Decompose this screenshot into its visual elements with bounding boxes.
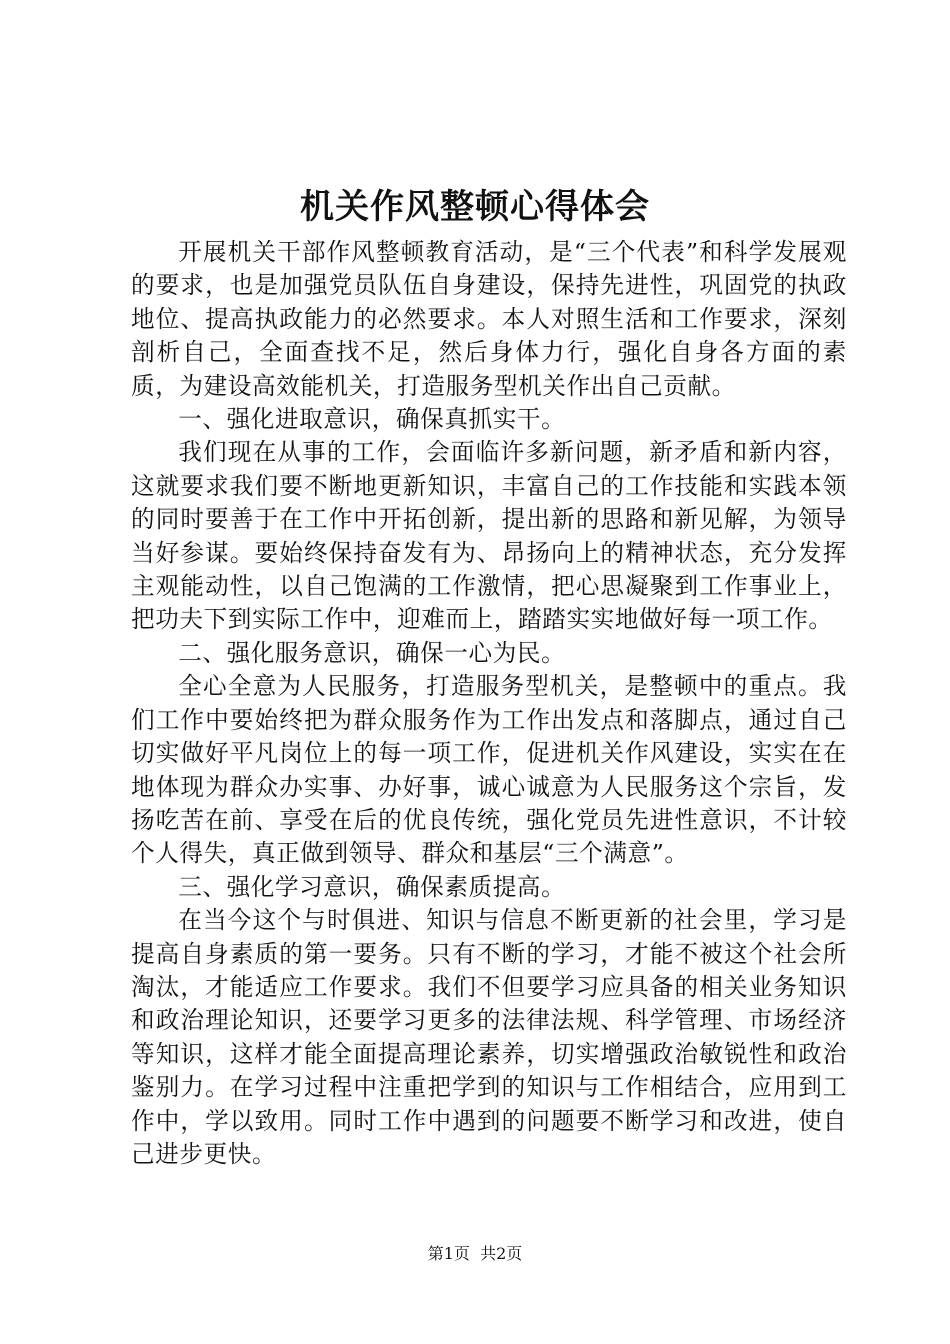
document-body [131, 236, 847, 1171]
section-heading-3: 三、强化学习意识，确保素质提高。 [178, 872, 566, 901]
paragraph-section-3: 在当今这个与时俱进、知识与信息不断更新的社会里，学习是提高自身素质的第一要务。只有不断的学习，才能不被这个社会所淘汰，才能适应工作要求。我们不但要学习应具备的相关业务知识和政治理论知识，还要学习更多的法律法规、科学管理、市场经济等知识，这样才能全面提高理论素养，切实增强政治敏锐性和政治鉴别力。在学习过程中注重把学到的知识与工作相结合，应用到工作中，学以致用。同时工作中遇到的问题要不断学习和改进，使自己进步更快。 [131, 906, 847, 1168]
document-title: 机关作风整顿心得体会 [300, 187, 650, 227]
section-heading-1: 一、强化进取意识，确保真抓实干。 [178, 405, 566, 434]
paragraph-intro: 开展机关干部作风整顿教育活动，是“三个代表”和科学发展观的要求，也是加强党员队伍自身建设，保持先进性，巩固党的执政地位、提高执政能力的必然要求。本人对照生活和工作要求，深刻剖析自己，全面查找不足，然后身体力行，强化自身各方面的素质，为建设高效能机关，打造服务型机关作出自己贡献。 [131, 238, 847, 400]
page-footer [0, 1242, 950, 1266]
section-heading-2: 二、强化服务意识，确保一心为民。 [178, 638, 566, 667]
page-number-label: 第1页 共2页 [427, 1244, 523, 1263]
paragraph-section-2: 全心全意为人民服务，打造服务型机关，是整顿中的重点。我们工作中要始终把为群众服务作为工作出发点和落脚点，通过自己切实做好平凡岗位上的每一项工作，促进机关作风建设，实实在在地体现为群众办实事、办好事，诚心诚意为人民服务这个宗旨，发扬吃苦在前、享受在后的优良传统，强化党员先进性意识，不计较个人得失，真正做到领导、群众和基层“三个满意”。 [131, 672, 847, 868]
paragraph-section-1: 我们现在从事的工作，会面临许多新问题，新矛盾和新内容，这就要求我们要不断地更新知识，丰富自己的工作技能和实践本领的同时要善于在工作中开拓创新，提出新的思路和新见解，为领导当好参谋。要始终保持奋发有为、昂扬向上的精神状态，充分发挥主观能动性，以自己饱满的工作激情，把心思凝聚到工作事业上，把功夫下到实际工作中，迎难而上，踏踏实实地做好每一项工作。 [131, 438, 847, 634]
